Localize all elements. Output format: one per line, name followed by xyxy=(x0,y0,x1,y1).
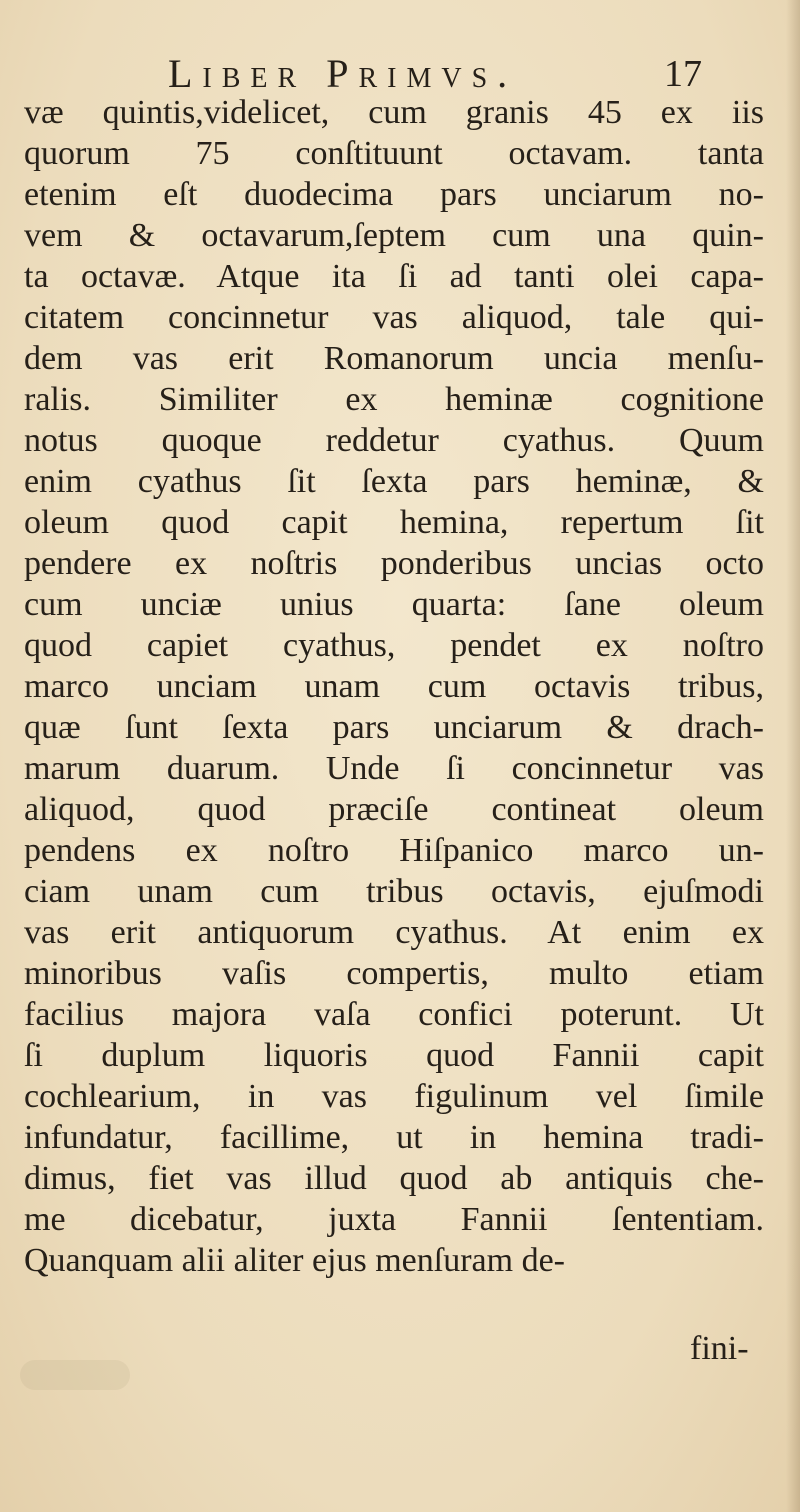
text-line: vas erit antiquorum cyathus. At enim ex xyxy=(24,914,764,951)
page-number: 17 xyxy=(664,53,702,95)
text-line: notus quoque reddetur cyathus. Quum xyxy=(24,422,764,459)
text-line: cum unciæ unius quarta: ſane oleum xyxy=(24,586,764,623)
body-text xyxy=(24,92,764,1281)
page-edge-shadow xyxy=(786,0,800,1512)
text-line: citatem concinnetur vas aliquod, tale qui- xyxy=(24,299,764,336)
text-line: me dicebatur, juxta Fannii ſententiam. xyxy=(24,1201,764,1238)
text-line: etenim eſt duodecima pars unciarum no- xyxy=(24,176,764,213)
catchword: fini- xyxy=(690,1330,749,1367)
text-line: dem vas erit Romanorum uncia menſu- xyxy=(24,340,764,377)
text-line: quorum 75 conſtituunt octavam. tanta xyxy=(24,135,764,172)
text-line: oleum quod capit hemina, repertum ſit xyxy=(24,504,764,541)
text-line: ſi duplum liquoris quod Fannii capit xyxy=(24,1037,764,1074)
text-line: dimus, fiet vas illud quod ab antiquis che- xyxy=(24,1160,764,1197)
text-line: pendens ex noſtro Hiſpanico marco un- xyxy=(24,832,764,869)
text-line: enim cyathus ſit ſexta pars heminæ, & xyxy=(24,463,764,500)
text-line: væ quintis,videlicet, cum granis 45 ex iis xyxy=(24,94,764,131)
text-line: ta octavæ. Atque ita ſi ad tanti olei capa- xyxy=(24,258,764,295)
text-line: cochlearium, in vas figulinum vel ſimile xyxy=(24,1078,764,1115)
text-line: ralis. Similiter ex heminæ cognitione xyxy=(24,381,764,418)
page-stain xyxy=(20,1360,130,1390)
text-line: facilius majora vaſa confici poterunt. Ut xyxy=(24,996,764,1033)
text-line: pendere ex noſtris ponderibus uncias octo xyxy=(24,545,764,582)
text-line: vem & octavarum,ſeptem cum una quin- xyxy=(24,217,764,254)
text-line: quæ ſunt ſexta pars unciarum & drach- xyxy=(24,709,764,746)
text-line: quod capiet cyathus, pendet ex noſtro xyxy=(24,627,764,664)
text-line: ciam unam cum tribus octavis, ejuſmodi xyxy=(24,873,764,910)
text-line: minoribus vaſis compertis, multo etiam xyxy=(24,955,764,992)
running-head: Liber Primvs. xyxy=(168,51,518,96)
text-line: infundatur, facillime, ut in hemina tradi- xyxy=(24,1119,764,1156)
text-line: marco unciam unam cum octavis tribus, xyxy=(24,668,764,705)
text-line: Quanquam alii aliter ejus menſuram de- xyxy=(24,1242,565,1279)
text-line: aliquod, quod præciſe contineat oleum xyxy=(24,791,764,828)
text-line: marum duarum. Unde ſi concinnetur vas xyxy=(24,750,764,787)
